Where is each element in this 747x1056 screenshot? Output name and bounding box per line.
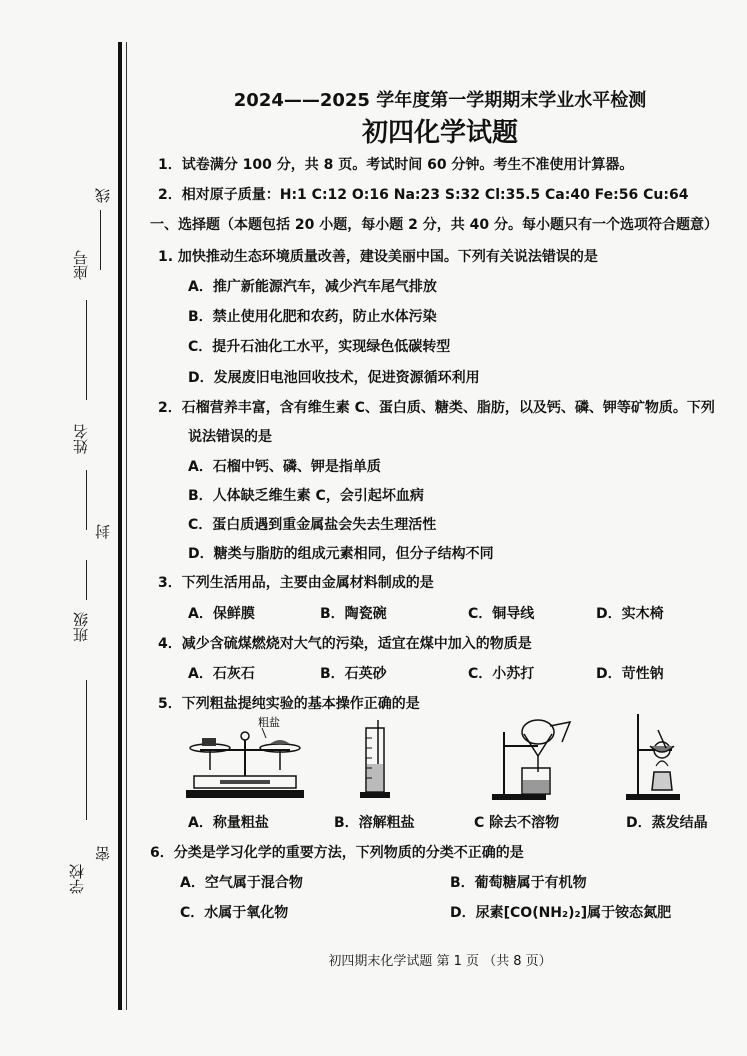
q5-option-b: B．溶解粗盐	[334, 815, 415, 831]
class-underline	[86, 560, 87, 600]
instruction-2: 2．相对原子质量：H:1 C:12 O:16 Na:23 S:32 Cl:35.5 Ca:40 Fe:56 Cu:64	[158, 187, 689, 203]
seal-mark-feng: 封	[94, 524, 112, 539]
name-underline	[86, 300, 87, 400]
q4-option-a: A．石灰石	[188, 666, 255, 682]
class-label: 班级	[72, 612, 90, 642]
q4-stem: 4．减少含硫煤燃烧对大气的污染，适宜在煤中加入的物质是	[158, 636, 532, 652]
q3-stem: 3．下列生活用品，主要由金属材料制成的是	[158, 575, 434, 591]
q3-option-a: A．保鲜膜	[188, 606, 255, 622]
balance-illustration	[180, 714, 310, 802]
q1-option-c: C．提升石油化工水平，实现绿色低碳转型	[188, 339, 451, 355]
q6-option-d: D．尿素[CO(NH₂)₂]属于铵态氮肥	[450, 905, 672, 921]
q2-option-d: D．糖类与脂肪的组成元素相同，但分子结构不同	[188, 546, 494, 562]
q2-option-b: B．人体缺乏维生素 C，会引起坏血病	[188, 488, 424, 504]
q5-stem: 5．下列粗盐提纯实验的基本操作正确的是	[158, 696, 420, 712]
seal-mark-mi: 密	[94, 846, 112, 861]
q2-option-c: C．蛋白质遇到重金属盐会失去生理活性	[188, 517, 437, 533]
q5-option-c: C 除去不溶物	[474, 815, 560, 831]
q2-stem-line2: 说法错误的是	[188, 429, 272, 445]
binding-line-thin	[126, 42, 127, 1010]
seal-mark-line: 线	[94, 188, 112, 203]
q6-option-a: A．空气属于混合物	[180, 875, 303, 891]
q6-stem: 6．分类是学习化学的重要方法，下列物质的分类不正确的是	[150, 845, 524, 861]
q5-option-d: D．蒸发结晶	[626, 815, 708, 831]
evaporation-illustration	[620, 710, 690, 804]
q4-option-d: D．苛性钠	[596, 666, 664, 682]
q1-option-b: B．禁止使用化肥和农药，防止水体污染	[188, 309, 437, 325]
filtration-illustration	[488, 712, 578, 804]
cylinder-illustration	[356, 718, 396, 802]
section-heading: 一、选择题（本题包括 20 小题，每小题 2 分，共 40 分。每小题只有一个选项符合题意）	[150, 217, 718, 233]
page-footer: 初四期末化学试题 第 1 页 （共 8 页）	[328, 954, 552, 969]
school-underline	[86, 680, 87, 820]
seat-underline	[100, 210, 101, 270]
q6-option-b: B．葡萄糖属于有机物	[450, 875, 587, 891]
school-label: 学校	[68, 864, 86, 894]
q3-option-b: B．陶瓷碗	[320, 606, 387, 622]
seat-label: 座号	[72, 250, 90, 280]
q3-option-d: D．实木椅	[596, 606, 664, 622]
q2-stem-line1: 2．石榴营养丰富，含有维生素 C、蛋白质、糖类、脂肪，以及钙、磷、钾等矿物质。下列	[158, 400, 715, 416]
balance-label: 粗盐	[258, 716, 280, 729]
binding-line-thick	[118, 42, 122, 1010]
q1-stem: 1. 加快推动生态环境质量改善，建设美丽中国。下列有关说法错误的是	[158, 249, 598, 265]
q6-option-c: C．水属于氧化物	[180, 905, 289, 921]
name-label: 姓名	[72, 424, 90, 454]
q4-option-c: C．小苏打	[468, 666, 535, 682]
q3-option-c: C．铜导线	[468, 606, 535, 622]
q5-option-a: A．称量粗盐	[188, 815, 269, 831]
q1-option-a: A．推广新能源汽车，减少汽车尾气排放	[188, 279, 437, 295]
exam-year-line: 2024——2025 学年度第一学期期末学业水平检测	[233, 90, 647, 111]
q2-option-a: A．石榴中钙、磷、钾是指单质	[188, 459, 381, 475]
exam-title: 初四化学试题	[361, 118, 518, 148]
q4-option-b: B．石英砂	[320, 666, 387, 682]
q1-option-d: D．发展废旧电池回收技术，促进资源循环利用	[188, 370, 480, 386]
instruction-1: 1．试卷满分 100 分，共 8 页。考试时间 60 分钟。考生不准使用计算器。	[158, 157, 634, 173]
class-underline-top	[86, 470, 87, 530]
